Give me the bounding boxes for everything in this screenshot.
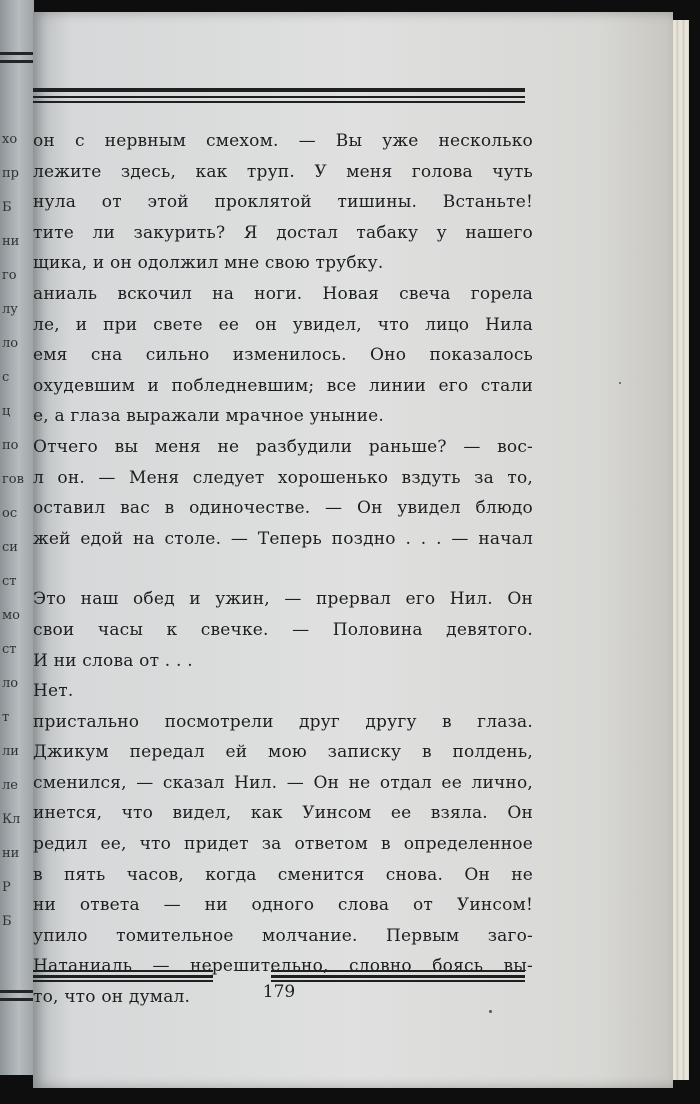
- text-line: он с нервным смехом. — Вы уже несколько: [33, 131, 533, 151]
- left-page-fragment: ли: [2, 744, 19, 759]
- text-line: щика, и он одолжил мне свою трубку.: [33, 253, 384, 274]
- left-page-fragment: лу: [2, 302, 18, 317]
- left-page-fragment: пр: [2, 166, 19, 181]
- text-line: лежите здесь, как труп. У меня голова чуть: [33, 161, 533, 182]
- text-line: ни ответа — ни одного слова от Уинсом!: [33, 895, 533, 916]
- left-page-fragment: хо: [2, 132, 18, 147]
- left-page-rule: [0, 990, 34, 993]
- page-speck: [619, 382, 621, 384]
- body-text: [33, 126, 533, 1013]
- text-line: ле, и при свете ее он увидел, что лицо Нила: [33, 314, 533, 335]
- text-line: Это наш обед и ужин, — прервал его Нил. Он: [33, 589, 533, 610]
- left-page-fragment: Р: [2, 880, 11, 895]
- page-number: 179: [262, 982, 296, 1002]
- text-line: тите ли закурить? Я достал табаку у нашего: [33, 222, 533, 243]
- text-line: Нет.: [33, 681, 74, 702]
- left-page-fragment: ни: [2, 846, 20, 861]
- text-line: аниаль вскочил на ноги. Новая свеча горела: [33, 283, 533, 304]
- text-line: Отчего вы меня не разбудили раньше? — вос-: [33, 436, 533, 457]
- text-line: И ни слова от . . .: [33, 650, 193, 671]
- left-page-fragment: по: [2, 438, 19, 453]
- left-page-rule: [0, 998, 34, 1001]
- text-line: Натаниаль — нерешительно, словно боясь вы-: [33, 956, 533, 977]
- text-line: в пять часов, когда сменится снова. Он не: [33, 864, 533, 885]
- left-page-fragment: ни: [2, 234, 20, 249]
- text-line: редил ее, что придет за ответом в определенное: [33, 834, 533, 855]
- text-line: нула от этой проклятой тишины. Встаньте!: [33, 192, 533, 213]
- left-page-fragment: Б: [2, 914, 12, 929]
- left-page-fragment: си: [2, 540, 18, 555]
- text-line: л он. — Меня следует хорошенько вздуть за то,: [33, 467, 533, 488]
- text-line: пристально посмотрели друг другу в глаза.: [33, 711, 533, 732]
- left-page-fragment: ло: [2, 336, 19, 351]
- left-page-fragment: с: [2, 370, 10, 385]
- header-rule: [33, 88, 525, 104]
- left-page-fragment: ос: [2, 506, 18, 521]
- text-line: упило томительное молчание. Первым заго-: [33, 925, 533, 946]
- text-line: жей едой на столе. — Теперь поздно . . . — начал: [33, 528, 533, 549]
- left-page-fragment: ло: [2, 676, 19, 691]
- left-page-fragment: гов: [2, 472, 24, 487]
- left-page-fragment: ц: [2, 404, 11, 419]
- left-page-fragment: го: [2, 268, 17, 283]
- text-line: Джикум передал ей мою записку в полдень,: [33, 742, 533, 763]
- text-line: сменился, — сказал Нил. — Он не отдал ее лично,: [33, 772, 533, 793]
- text-line: инется, что видел, как Уинсом ее взяла. Он: [33, 803, 533, 824]
- left-page-fragment: т: [2, 710, 10, 725]
- left-page-rule: [0, 60, 34, 63]
- text-line: оставил вас в одиночестве. — Он увидел блюдо: [33, 498, 533, 519]
- left-page-fragment: Б: [2, 200, 12, 215]
- left-page-fragment: ст: [2, 642, 17, 657]
- left-page-fragment: ле: [2, 778, 18, 793]
- text-line: е, а глаза выражали мрачное уныние.: [33, 406, 384, 427]
- left-page-text-fragments: [2, 120, 32, 936]
- text-line: емя сна сильно изменилось. Оно показалось: [33, 345, 533, 366]
- left-page-fragment: ст: [2, 574, 17, 589]
- left-page-fragment: мо: [2, 608, 20, 623]
- left-page-margin: [0, 0, 34, 1075]
- left-page-fragment: Кл: [2, 812, 21, 827]
- text-line: охудевшим и побледневшим; все линии его стали: [33, 375, 533, 396]
- text-line: то, что он думал.: [33, 987, 191, 1008]
- left-page-rule: [0, 52, 34, 55]
- text-line: свои часы к свечке. — Половина девятого.: [33, 619, 533, 640]
